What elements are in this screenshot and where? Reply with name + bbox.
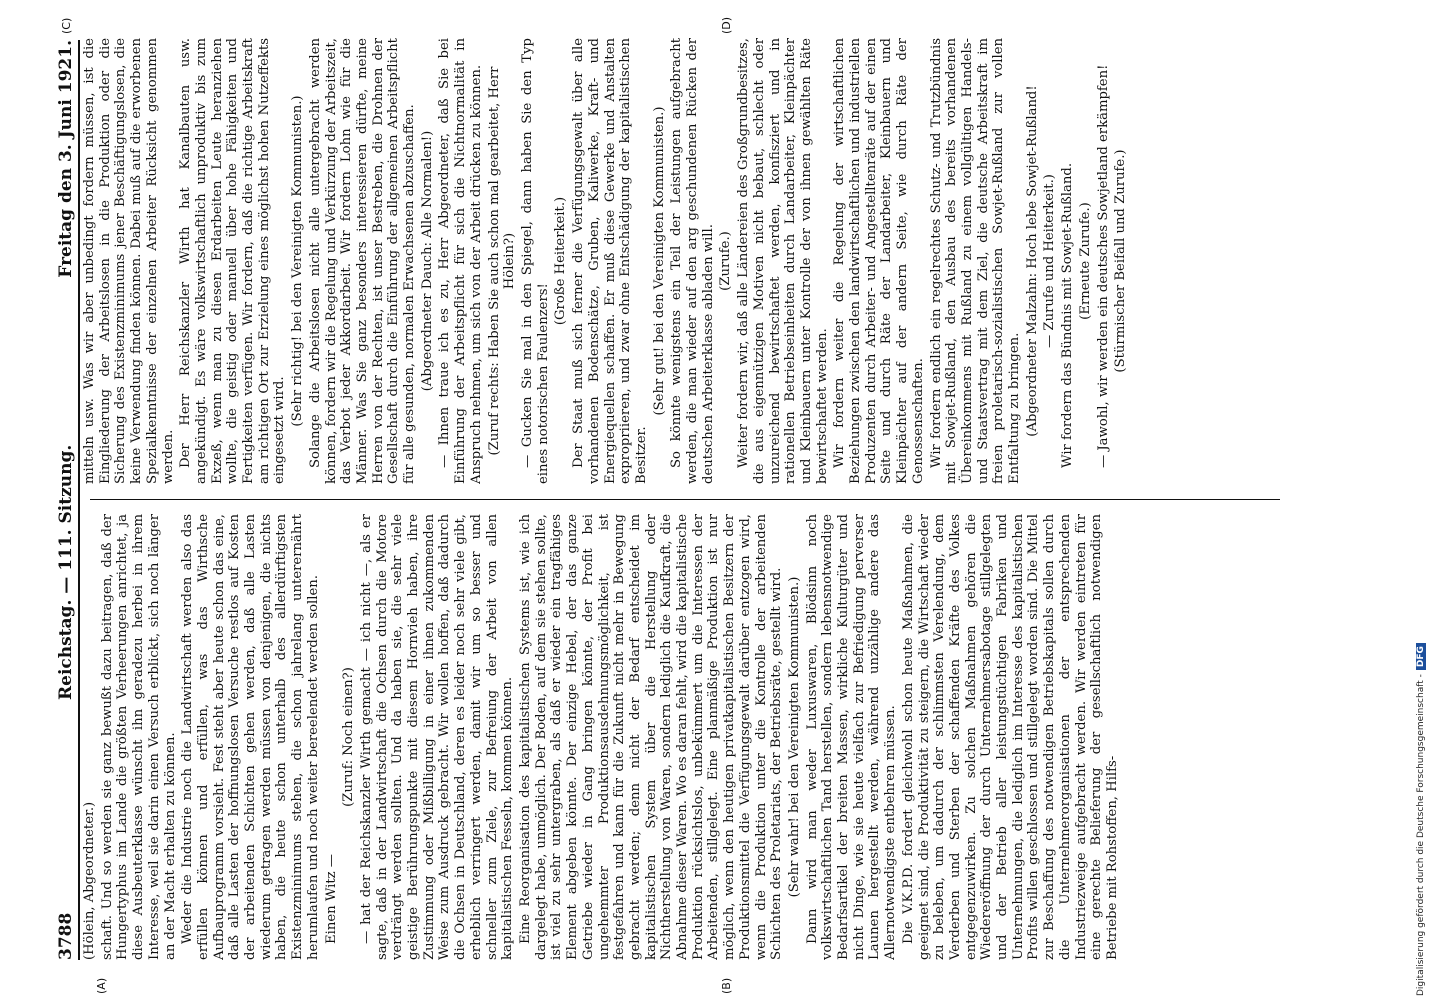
- session-date: Freitag den 3. Juni 1921.: [56, 40, 76, 278]
- interjection: — Zurufe und Heiterkeit.): [1042, 174, 1058, 348]
- paragraph: — Gucken Sie mal in den Spiegel, dann haben Sie den Typ eines notorischen Faulenzers!: [519, 38, 551, 484]
- interjection: (Zurufe.): [718, 231, 734, 291]
- session-title: Reichstag. — 111. Sitzung.: [56, 444, 76, 700]
- margin-marker-d: (D): [720, 16, 733, 34]
- right-column: [82, 38, 1282, 484]
- paragraph: Der Herr Reichskanzler Wirth hat Kanalbauten usw. angekündigt. Es wäre volkswirtschaftlich unproduktiv bis zum Exzeß, wenn man zu diesen Erdarbeiten Leute heranziehen wollte, die geistig oder manuell über hohe Fähigkeiten und Fertigkeiten verfügen. Wir fordern, daß die richtige Arbeitskraft am richtigen Ort zur Erzielung eines möglichst hohen Nutzeffekts eingesetzt wird.: [178, 38, 288, 484]
- paragraph: schaft. Und so werden sie ganz bewußt dazu beitragen, daß der Hungertyphus im Lande die größten Verheerungen anrichtet, ja diese Ausbeuterklasse wünscht ihn geradezu herbei in ihrem Interesse, weil sie darin einen Versuch erblickt, sich noch länger an der Macht erhalten zu können.: [99, 514, 178, 960]
- paragraph: Die V.K.P.D. fordert gleichwohl schon heute Maßnahmen, die geeignet sind, die Produktivität zu steigern, die Wirtschaft wieder zu beleben, um dadurch der schlimmsten Verelendung, dem Verderben und Sterben der schaffenden Kräfte des Volkes entgegenzuwirken. Zu solchen Maßnahmen gehören die Wiedereröffnung der durch Unternehmersabotage stillgelegten und der Betrieb aller leistungstüchtigen Fabriken und Unternehmungen, die lediglich im Interesse des kapitalistischen Profits willen geschlossen und stillgelegt worden sind. Die Mittel zur Beschaffung des notwendigen Betriebskapitals sollen durch die Unternehmerorganisationen der entsprechenden Industriezweige aufgebracht werden. Wir werden eintreten für eine gerechte Belieferung der gesellschaftlich notwendigen Betriebe mit Rohstoffen, Hilfs-: [900, 514, 1120, 960]
- interjection: (Sehr richtig! bei den Vereinigten Kommunisten.): [290, 95, 306, 427]
- paragraph: Dann wird man weder Luxuswaren, Blödsinn noch volkswirtschaftlichen Tand herstellen, sondern lebensnotwendige Bedarfsartikel der breiten Massen, wirkliche Kulturgüter und nicht Dinge, wie sie heute vielfach zur Befriedigung perverser Launen hergestellt werden, während unzählige andere das Allernotwendigste entbehren müssen.: [804, 514, 899, 960]
- interjection: (Erneute Zurufe.): [1077, 202, 1093, 320]
- paragraph: Weder die Industrie noch die Landwirtschaft werden also das erfüllen können und erfüllen, was das Wirthsche Aufbauprogramm vorsieht. Fest steht aber heute schon das eine, daß alle Lasten der hoffnungslosen Versuche restlos auf Kosten der arbeitenden Schichten gehen werden, daß alle Lasten wiederum getragen werden müssen von denjenigen, die nichts haben, die heute schon unterhalb des allerdürftigsten Existenzminimums stehen, die schon jahrelang unterernährt herumlaufen und noch weiter bereelendet werden sollen.: [180, 514, 321, 960]
- margin-marker-c: (C): [60, 17, 73, 34]
- paragraph: Wir fordern das Bündnis mit Sowjet-Rußland.: [1060, 162, 1076, 468]
- margin-marker-b: (B): [720, 977, 733, 994]
- interjection: (Abgeordneter Dauch: Alle Normalen!): [419, 130, 435, 392]
- paragraph: — hat der Reichskanzler Wirth gemacht — ich nicht —, als er sagte, daß in der Landwirtschaft die Ochsen durch die Motore verdrängt werden sollten. Und da haben sie, die sehr viele geistige Berührungspunkte mit diesem Hornvieh haben, ihre Zustimmung oder Mißbilligung in einer ihnen zukommenden Weise zum Ausdruck gebracht. Wir wollen hoffen, daß dadurch die Ochsen in Deutschland, deren es leider noch sehr viele gibt, erheblich verringert werden, damit wir um so besser und schneller zum Ziele, zur Befreiung der Arbeit von allen kapitalistischen Fesseln, kommen können.: [358, 514, 516, 960]
- paragraph: mitteln usw. Was wir aber unbedingt fordern müssen, ist die Eingliederung der Arbeitslosen in die Produktion oder die Sicherung des Existenzminimums jener Beschäftigungslosen, die keine Verwendung finden können. Dabei muß auf die erworbenen Spezialkenntnisse der einzelnen Arbeiter Rücksicht genommen werden.: [82, 38, 176, 484]
- interjection: (Zuruf rechts: Haben Sie auch schon mal gearbeitet, Herr Hölein?): [486, 66, 518, 456]
- dfg-logo: DFG: [1416, 643, 1426, 670]
- left-column: [82, 514, 1282, 960]
- paragraph: Wir fordern endlich ein regelrechtes Schutz- und Trutzbündnis mit Sowjet-Rußland, den Ausbau des bereits vorhandenen Übereinkommens mit Rußland zu einem vollgültigen Handels- und Staatsvertrag mit dem Ziel, die deutsche Arbeitskraft im freien proletarisch-sozialistischen Sowjet-Rußland zur vollen Entfaltung zu bringen.: [928, 38, 1023, 484]
- funding-note: [1416, 6, 1426, 996]
- interjection: (Sehr gut! bei den Vereinigten Kommunisten.): [651, 106, 667, 416]
- paragraph: Solange die Arbeitslosen nicht alle untergebracht werden können, fordern wir die Regelung und Verkürzung der Arbeitszeit, das Verbot jeder Akkordarbeit. Wir fordern Lohn wie für die Männer. Was Sie ganz besonders interessieren dürfte, meine Herren von der Rechten, ist unser Bestreben, die Drohnen der Gesellschaft durch die Einführung der allgemeinen Arbeitspflicht für alle gesunden, normalen Erwachsenen abzuschaffen.: [307, 38, 418, 484]
- interjection: (Stürmischer Beifall und Zurufe.): [1113, 149, 1129, 373]
- paragraph: Wir fordern weiter die Regelung der wirtschaftlichen Beziehungen zwischen den landwirtschaftlichen und industriellen Produzenten durch Arbeiter- und Angestelltenräte auf der einen Seite und durch Räte der Landarbeiter, Kleinbauern und Kleinpächter auf der andern Seite, wie durch Räte der Genossenschaften.: [832, 38, 926, 484]
- paragraph: So könnte wenigstens ein Teil der Leistungen aufgebracht werden, die man wieder auf den arg geschundenen Rücken der deutschen Arbeiterklasse abladen will.: [669, 38, 716, 484]
- digitization-sidebar: [1414, 6, 1432, 996]
- speaker-line: (Hölein, Abgeordneter.): [82, 801, 97, 960]
- margin-marker-a: (A): [95, 977, 108, 994]
- interjection: (Sehr wahr! bei den Vereinigten Kommunisten.): [786, 576, 802, 898]
- paragraph: Einen Witz —: [323, 854, 339, 944]
- paragraph: Weiter fordern wir, daß alle Ländereien des Großgrundbesitzes, die aus eigennützigen Motiven nicht bebaut, schlecht oder unzureichend bewirtschaftet werden, konfisziert und in rationellen Betriebseinheiten durch Landarbeiter, Kleinpächter und Kleinbauern unter Kontrolle der von ihnen gewählten Räte bewirtschaftet werden.: [736, 38, 830, 484]
- interjection: (Zuruf: Noch einen?): [341, 667, 357, 807]
- column-divider: [90, 499, 1280, 500]
- page-number: 3788: [56, 912, 76, 960]
- page-header: [52, 40, 80, 960]
- paragraph: Der Staat muß sich ferner die Verfügungsgewalt über alle vorhandenen Bodenschätze, Gruben, Kaliwerke, Kraft- und Energiequellen schaffen. Er muß diese Gewerke und Anstalten expropriieren, und zwar ohne Entschädigung der kapitalistischen Besitzer.: [571, 38, 649, 484]
- paragraph: — Jawohl, wir werden ein deutsches Sowjetland erkämpfen!: [1095, 64, 1111, 468]
- paragraph: — Ihnen traue ich es zu, Herr Abgeordneter, daß Sie bei Einführung der Arbeitspflicht für sich die Nichtnormalität in Anspruch nehmen, um sich von der Arbeit drücken zu können.: [437, 38, 484, 484]
- interjection: (Abgeordneter Malzahn: Hoch lebe Sowjet-Rußland!: [1024, 85, 1040, 437]
- funding-text: Digitalisierung gefördert durch die Deutsche Forschungsgemeinschaft -: [1416, 674, 1426, 996]
- paragraph: Eine Reorganisation des kapitalistischen Systems ist, wie ich dargelegt habe, unmöglich. Der Boden, auf dem sie stehen sollte, ist viel zu sehr untergraben, als daß er wieder ein tragfähiges Element abgeben könnte. Der einzige Hebel, der das ganze Getriebe wieder in Gang bringen könnte, der Profit bei ungehemmter Produktionsausdehnungsmöglichkeit, ist festgefahren und kann für die Zukunft nicht mehr in Bewegung gebracht werden; denn nicht der Bedarf entscheidet im kapitalistischen System über die Herstellung oder Nichtherstellung von Waren, sondern lediglich die Kaufkraft, die Abnahme dieser Waren. Wo es daran fehlt, wird die kapitalistische Produktion rücksichtslos, unbekümmert um die Interessen der Arbeitenden, stillgelegt. Eine planmäßige Produktion ist nur möglich, wenn den heutigen privatkapitalistischen Besitzern der Produktionsmittel die Verfügungsgewalt darüber entzogen wird, wenn die Produktion unter die Kontrolle der arbeitenden Schichten des Proletariats, der Betriebsräte, gestellt wird.: [517, 514, 785, 960]
- interjection: (Große Heiterkeit.): [553, 196, 569, 326]
